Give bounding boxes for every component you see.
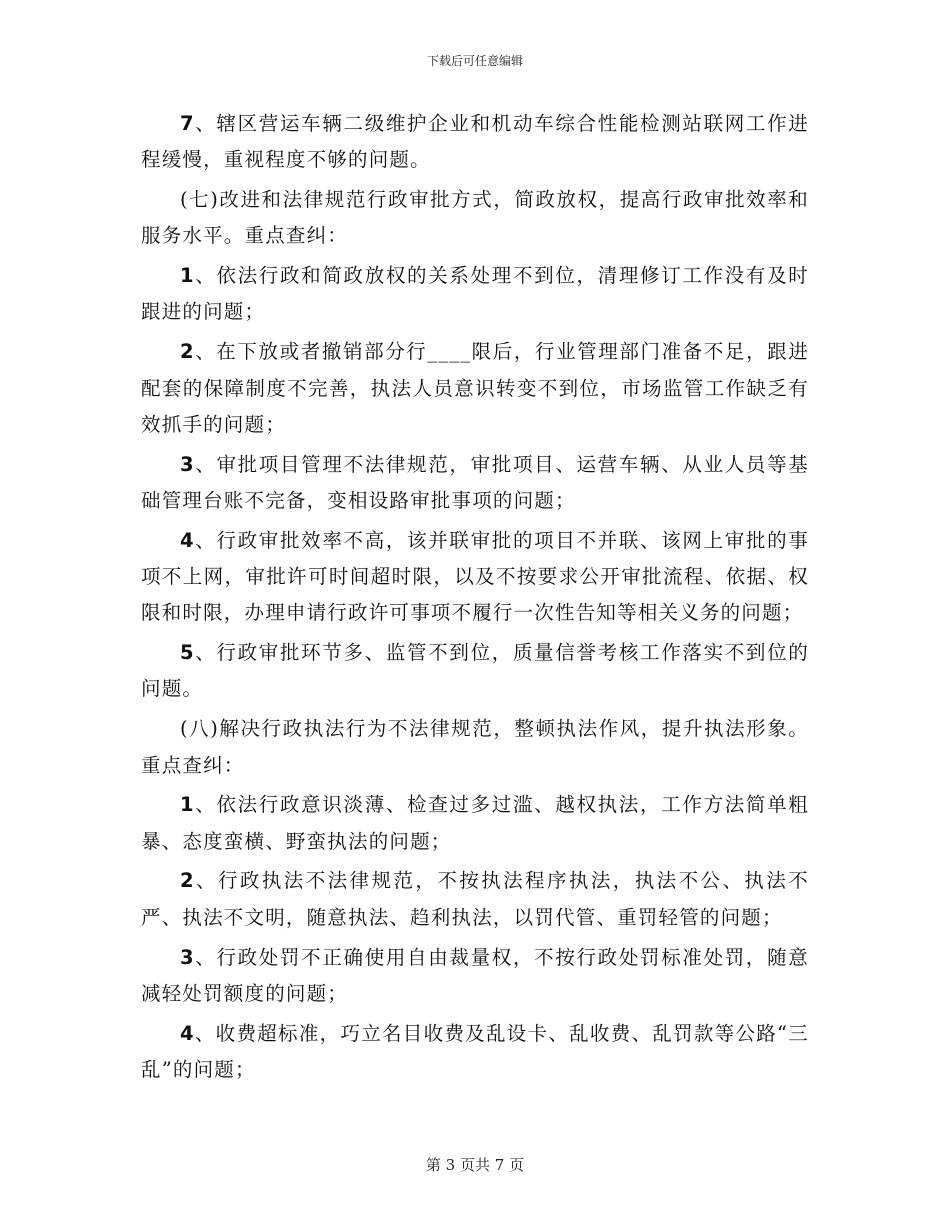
- item-number: 5: [180, 641, 195, 665]
- paragraph-text: 、行政执法不法律规范，不按执法程序执法，执法不公、执法不严、执法不文明，随意执法、趋利执法，以罚代管、重罚轻管的问题；: [141, 869, 809, 929]
- item-number: 3: [180, 945, 195, 969]
- item-number: 2: [180, 869, 195, 893]
- paragraph-text: 、审批项目管理不法律规范，审批项目、运营车辆、从业人员等基础管理台账不完备，变相设路审批事项的问题；: [141, 452, 809, 512]
- item-number: 1: [180, 793, 195, 817]
- item-number: 2: [180, 340, 195, 364]
- paragraph-item-5: [141, 635, 809, 708]
- item-number: 7: [180, 112, 195, 135]
- paragraph-item-4: [141, 1016, 809, 1089]
- paragraph-text: 、依法行政意识淡薄、检查过多过滥、越权执法，工作方法简单粗暴、态度蛮横、野蛮执法的问题；: [141, 793, 809, 853]
- document-body: [141, 106, 809, 1092]
- paragraph-item-3: [141, 940, 809, 1013]
- item-number: 4: [180, 528, 195, 552]
- item-number: 4: [180, 1021, 195, 1045]
- paragraph-text: 、行政审批环节多、监管不到位，质量信誉考核工作落实不到位的问题。: [141, 641, 809, 701]
- paragraph-item-3: [141, 447, 809, 520]
- page-header: 下载后可任意编辑: [426, 54, 523, 68]
- paragraph-item-2: [141, 334, 809, 443]
- paragraph-text: 、辖区营运车辆二级维护企业和机动车综合性能检测站联网工作进程缓慢，重视程度不够的问题。: [141, 112, 809, 172]
- paragraph-item-4: [141, 523, 809, 632]
- section-heading-7: [141, 182, 809, 255]
- paragraph-text: 、行政处罚不正确使用自由裁量权，不按行政处罚标准处罚，随意减轻处罚额度的问题；: [141, 945, 809, 1005]
- paragraph-text: 、行政审批效率不高，该并联审批的项目不并联、该网上审批的事项不上网，审批许可时间超时限，以及不按要求公开审批流程、依据、权限和时限，办理申请行政许可事项不履行一次性告知等相关义务的问题；: [141, 528, 809, 625]
- paragraph-text: 、依法行政和简政放权的关系处理不到位，清理修订工作没有及时跟进的问题；: [141, 264, 809, 324]
- paragraph-text: (七)改进和法律规范行政审批方式，简政放权，提高行政审批效率和服务水平。重点查纠：: [141, 188, 809, 248]
- paragraph-text: (八)解决行政执法行为不法律规范，整顿执法作风，提升执法形象。重点查纠：: [141, 717, 809, 777]
- paragraph-item-2: [141, 863, 809, 936]
- page-footer: 第 3 页共 7 页: [425, 1156, 525, 1174]
- paragraph-text: 、收费超标准，巧立名目收费及乱设卡、乱收费、乱罚款等公路“三乱”的问题；: [141, 1021, 809, 1081]
- paragraph-text: 、在下放或者撤销部分行____限后，行业管理部门准备不足，跟进配套的保障制度不完善，执法人员意识转变不到位，市场监管工作缺乏有效抓手的问题；: [141, 340, 809, 436]
- paragraph-item-1: [141, 258, 809, 331]
- paragraph-item-1: [141, 787, 809, 860]
- paragraph-item-7: [141, 106, 809, 179]
- section-heading-8: [141, 711, 809, 784]
- item-number: 3: [180, 452, 195, 476]
- item-number: 1: [180, 264, 195, 288]
